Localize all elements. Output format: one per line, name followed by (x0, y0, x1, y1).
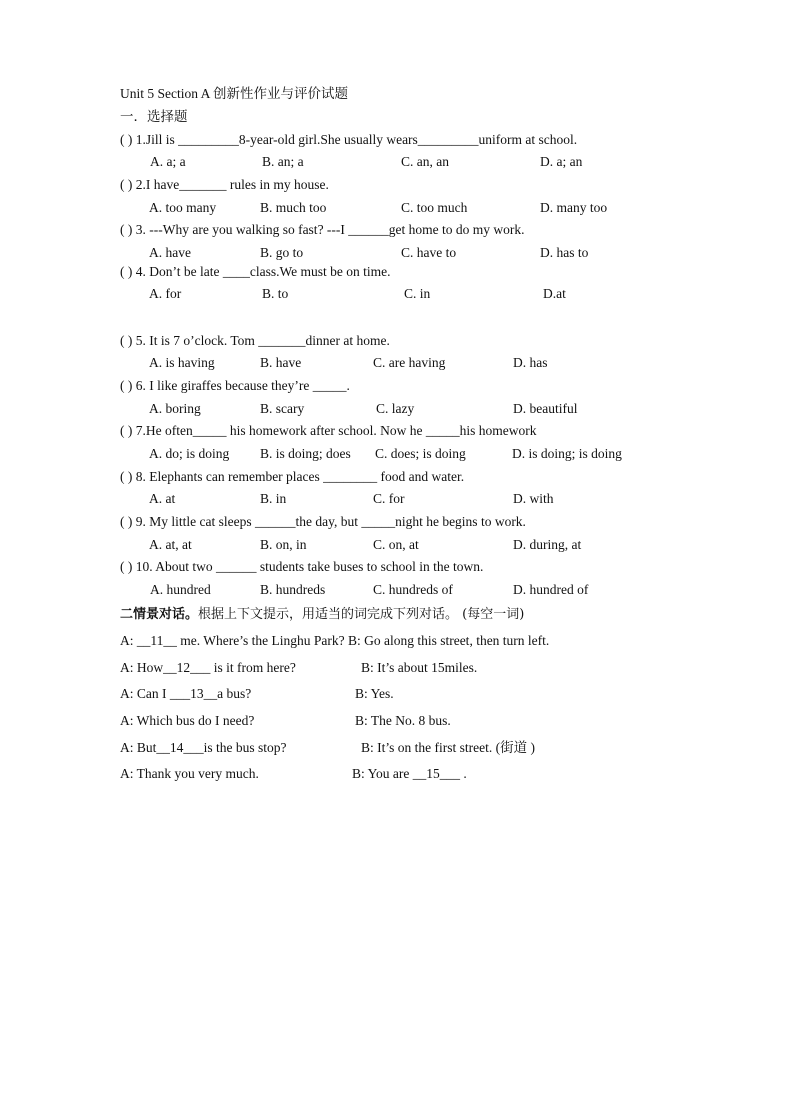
question-7: ( ) 7.He often_____ his homework after school. Now he _____his homework (120, 423, 537, 438)
q7-option-d: D. is doing; is doing (512, 446, 622, 461)
dialog-line-3-a: A: Can I ___13__a bus? (120, 686, 252, 701)
q3-option-d: D. has to (540, 245, 589, 260)
question-6: ( ) 6. I like giraffes because they’re _____. (120, 378, 350, 393)
q2-option-b: B. much too (260, 200, 327, 215)
question-4: ( ) 4. Don’t be late ____class.We must be on time. (120, 264, 391, 279)
dialog-line-3-b: B: Yes. (355, 686, 394, 701)
dialog-line-4-b: B: The No. 8 bus. (355, 713, 451, 728)
question-9: ( ) 9. My little cat sleeps ______the day, but _____night he begins to work. (120, 514, 526, 529)
q2-option-d: D. many too (540, 200, 608, 215)
q9-option-b: B. on, in (260, 537, 307, 552)
question-1: ( ) 1.Jill is _________8-year-old girl.She usually wears_________uniform at school. (120, 132, 578, 147)
question-8: ( ) 8. Elephants can remember places ________ food and water. (120, 469, 465, 484)
section1-title: 一．选择题 (120, 109, 188, 124)
q8-option-d: D. with (513, 491, 554, 506)
page-title: Unit 5 Section A 创新性作业与评价试题 (120, 86, 349, 101)
q10-option-c: C. hundreds of (373, 582, 453, 597)
q7-option-c: C. does; is doing (375, 446, 466, 461)
q1-option-c: C. an, an (401, 154, 449, 169)
dialog-line-6-a: A: Thank you very much. (120, 766, 259, 781)
q9-option-a: A. at, at (149, 537, 192, 552)
q10-option-b: B. hundreds (260, 582, 326, 597)
q3-option-b: B. go to (260, 245, 304, 260)
section2-title-rest: 根据上下文提示，用适当的词完成下列对话。 (每空一词) (198, 607, 525, 622)
q6-option-b: B. scary (260, 401, 305, 416)
q6-option-a: A. boring (149, 401, 201, 416)
q10-option-d: D. hundred of (513, 582, 589, 597)
question-5: ( ) 5. It is 7 o’clock. Tom _______dinner at home. (120, 333, 390, 348)
q2-option-c: C. too much (401, 200, 468, 215)
q10-option-a: A. hundred (150, 582, 211, 597)
q7-option-b: B. is doing; does (260, 446, 351, 461)
q5-option-b: B. have (260, 355, 302, 370)
q9-option-d: D. during, at (513, 537, 582, 552)
dialog-line-6-b: B: You are __15___ . (352, 766, 467, 781)
q4-option-c: C. in (404, 286, 431, 301)
q5-option-a: A. is having (149, 355, 215, 370)
q5-option-c: C. are having (373, 355, 446, 370)
q9-option-c: C. on, at (373, 537, 419, 552)
q6-option-d: D. beautiful (513, 401, 578, 416)
dialog-line-1-a: A: __11__ me. Where’s the Linghu Park? B: Go along this street, then turn left. (120, 633, 550, 648)
section2-title (120, 606, 524, 624)
q4-option-b: B. to (262, 286, 289, 301)
q1-option-d: D. a; an (540, 154, 583, 169)
section2-title-bold: 二情景对话。 (120, 607, 199, 622)
dialog-line-2-a: A: How__12___ is it from here? (120, 660, 296, 675)
q1-option-a: A. a; a (150, 154, 186, 169)
q3-option-c: C. have to (401, 245, 457, 260)
q5-option-d: D. has (513, 355, 548, 370)
q7-option-a: A. do; is doing (149, 446, 230, 461)
q4-option-a: A. for (149, 286, 182, 301)
dialog-line-4-a: A: Which bus do I need? (120, 713, 255, 728)
q3-option-a: A. have (149, 245, 191, 260)
dialog-line-5-a: A: But__14___is the bus stop? (120, 740, 287, 755)
q1-option-b: B. an; a (262, 154, 304, 169)
q8-option-a: A. at (149, 491, 176, 506)
q4-option-d: D.at (543, 286, 566, 301)
question-10: ( ) 10. About two ______ students take buses to school in the town. (120, 559, 484, 574)
q6-option-c: C. lazy (376, 401, 415, 416)
q8-option-b: B. in (260, 491, 287, 506)
dialog-line-2-b: B: It’s about 15miles. (361, 660, 478, 675)
q2-option-a: A. too many (149, 200, 217, 215)
q8-option-c: C. for (373, 491, 405, 506)
question-2: ( ) 2.I have_______ rules in my house. (120, 177, 329, 192)
question-3: ( ) 3. ---Why are you walking so fast? ---I ______get home to do my work. (120, 222, 525, 237)
dialog-line-5-b: B: It’s on the first street. (街道 ) (361, 740, 535, 755)
